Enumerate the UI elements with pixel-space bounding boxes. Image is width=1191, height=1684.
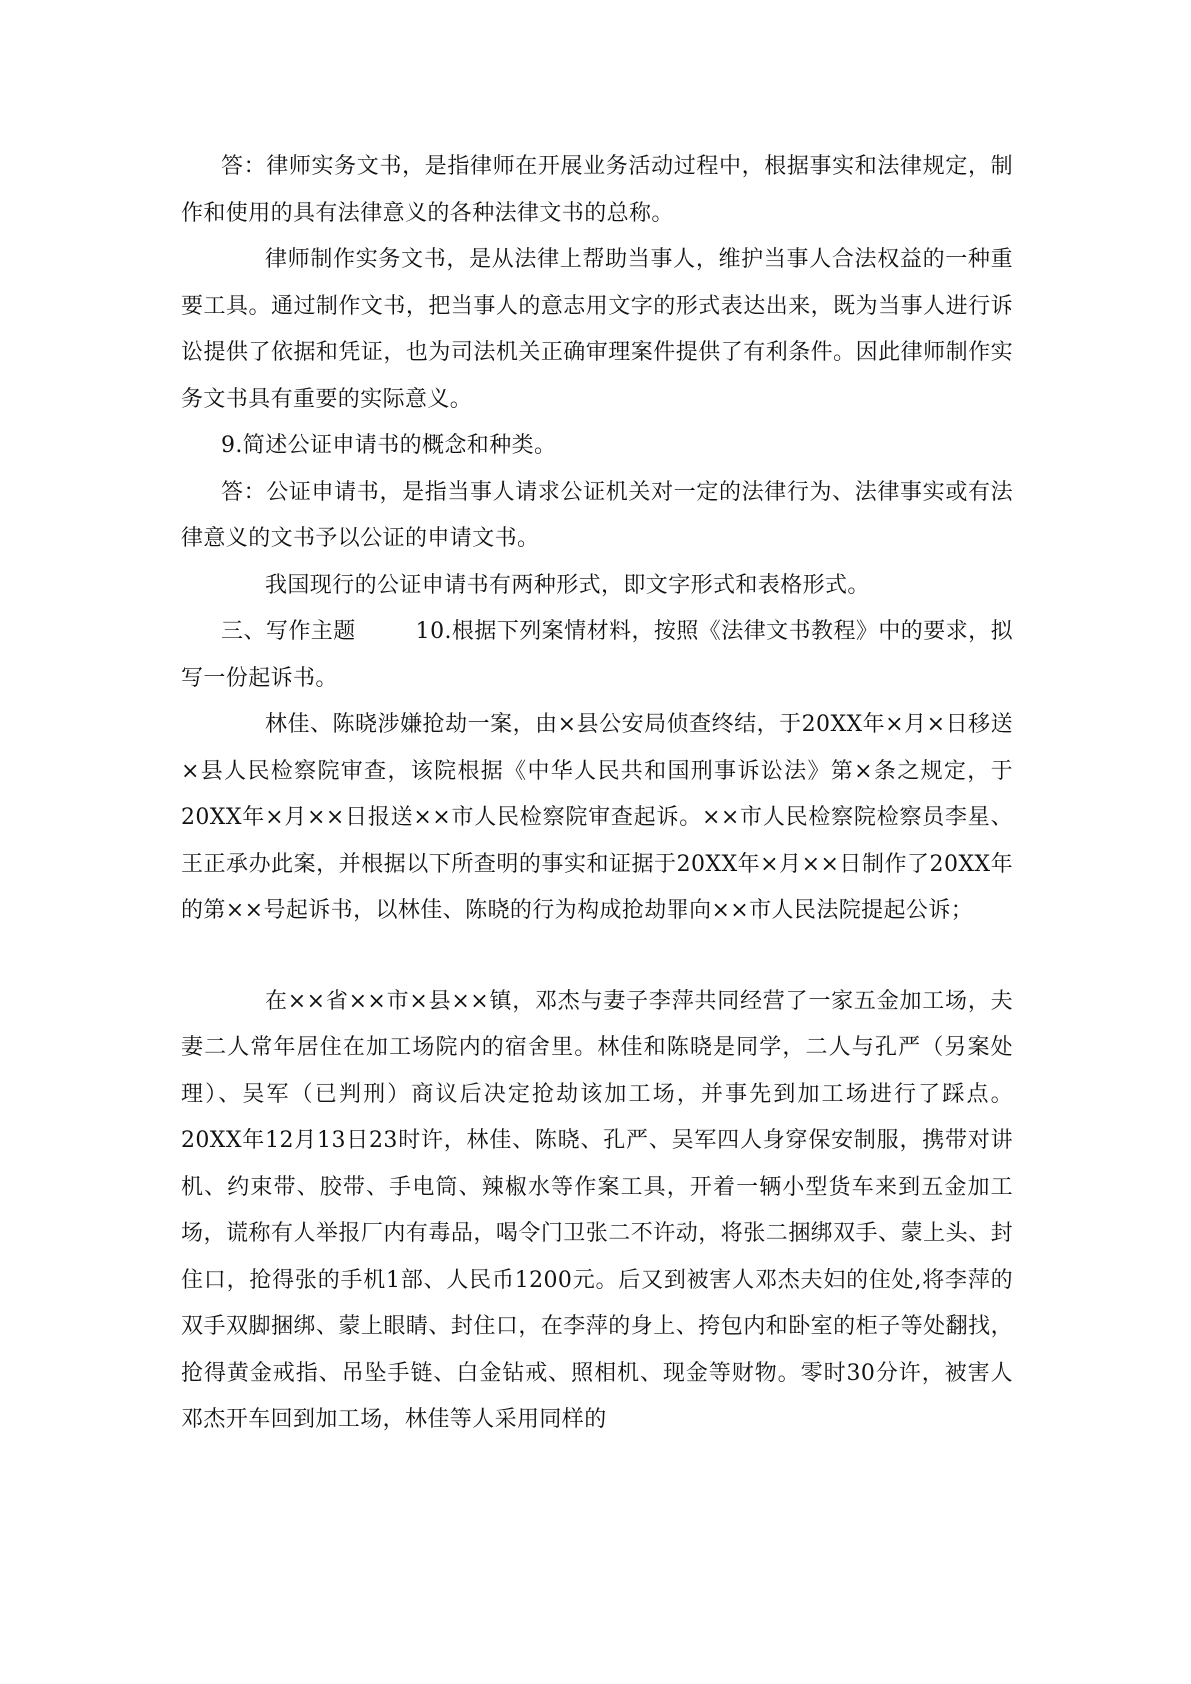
section-heading: 三、写作主题 xyxy=(221,619,356,644)
answer-9-paragraph-2: 我国现行的公证申请书有两种形式，即文字形式和表格形式。 xyxy=(265,572,870,598)
paragraph-gap xyxy=(181,935,1013,979)
case-intro-paragraph: 林佳、陈晓涉嫌抢劫一案，由×县公安局侦查终结，于20XX年×月×日移送×县人民检察院审查，该院根据《中华人民共和国刑事诉讼法》第×条之规定，于20XX年×月××日报送××市人民检察院审查起诉。××市人民检察院检察员李星、王正承办此案，并根据以下所查明的事实和证据于20XX年×月××日制作了20XX年的第××号起诉书，以林佳、陈晓的行为构成抢劫罪向××市人民法院提起公诉； xyxy=(181,712,1013,923)
answer-paragraph-1: 答：律师实务文书，是指律师在开展业务活动过程中，根据事实和法律规定，制作和使用的具有法律意义的各种法律文书的总称。 xyxy=(181,154,1013,226)
case-facts-paragraph: 在××省××市×县××镇，邓杰与妻子李萍共同经营了一家五金加工场，夫妻二人常年居住在加工场院内的宿舍里。林佳和陈晓是同学，二人与孔严（另案处理）、吴军（已判刑）商议后决定抢劫该加工场，并事先到加工场进行了踩点。20XX年12月13日23时许，林佳、陈晓、孔严、吴军四人身穿保安制服，携带对讲机、约束带、胶带、手电筒、辣椒水等作案工具，开着一辆小型货车来到五金加工场，谎称有人举报厂内有毒品，喝令门卫张二不许动，将张二捆绑双手、蒙上头、封住口，抢得张的手机1部、人民币1200元。后又到被害人邓杰夫妇的住处,将李萍的双手双脚捆绑、蒙上眼睛、封住口，在李萍的身上、挎包内和卧室的柜子等处翻找，抢得黄金戒指、吊坠手链、白金钻戒、照相机、现金等财物。零时30分许，被害人邓杰开车回到加工场，林佳等人采用同样的 xyxy=(181,988,1013,1432)
document-body xyxy=(181,144,1013,1444)
section-3-question-10 xyxy=(181,609,1013,702)
answer-paragraph-2: 律师制作实务文书，是从法律上帮助当事人，维护当事人合法权益的一种重要工具。通过制作文书，把当事人的意志用文字的形式表达出来，既为当事人进行诉讼提供了依据和凭证，也为司法机关正确审理案件提供了有利条件。因此律师制作实务文书具有重要的实际意义。 xyxy=(181,247,1013,412)
question-10-text: 10.根据下列案情材料，按照《法律文书教程》中的要求，拟写一份起诉书。 xyxy=(181,619,1013,691)
answer-9-paragraph-1: 答：公证申请书，是指当事人请求公证机关对一定的法律行为、法律事实或有法律意义的文书予以公证的申请文书。 xyxy=(181,479,1013,551)
question-9: 9.简述公证申请书的概念和种类。 xyxy=(221,433,557,458)
